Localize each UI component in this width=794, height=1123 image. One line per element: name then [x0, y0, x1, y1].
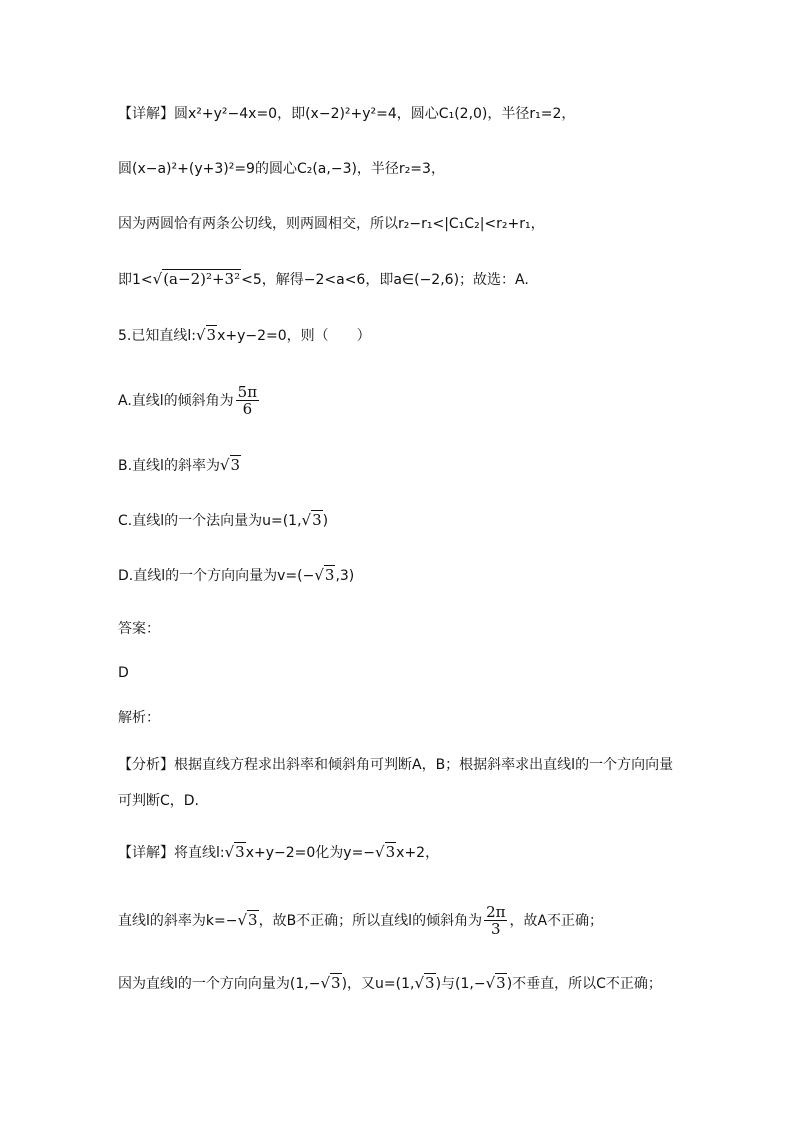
- detail-text: [118, 973, 754, 994]
- line-text: 可判断C，D.: [118, 793, 200, 809]
- line-text: 【分析】根据直线方程求出斜率和倾斜角可判断A，B；根据斜率求出直线l的一个方向向量: [118, 757, 674, 773]
- detail-text: [118, 904, 754, 937]
- line-text: 5.已知直线l:√3x+y−2=0，则（ ）: [118, 326, 371, 344]
- text-line: [118, 159, 754, 179]
- line-text: 【详解】将直线l:√3x+y−2=0化为y=−√3x+2，: [118, 843, 440, 861]
- text-line: [118, 104, 754, 124]
- line-text: 因为两圆恰有两条公切线，则两圆相交，所以r₂−r₁<|C₁C₂|<r₂+r₁，: [118, 216, 545, 232]
- option-a: [118, 384, 754, 417]
- line-text: 【详解】圆x²+y²−4x=0，即(x−2)²+y²=4，圆心C₁(2,0)，半径r₁=2，: [118, 106, 576, 122]
- text-line: [118, 269, 754, 290]
- line-text: 解析：: [118, 710, 160, 726]
- line-text: D.直线l的一个方向向量为v=(−√3,3): [118, 566, 355, 584]
- line-text: 直线l的斜率为k=−√3，故B不正确；所以直线l的倾斜角为 $\frac{2\pi}{3}$ ，故A不正确；: [118, 903, 604, 938]
- line-text: 圆(x−a)²+(y+3)²=9的圆心C₂(a,−3)，半径r₂=3，: [118, 161, 445, 177]
- detail-text: [118, 842, 754, 863]
- analysis-text: [118, 755, 754, 775]
- line-text: A.直线l的倾斜角为 $\frac{5\pi}{6}$: [118, 383, 258, 418]
- text-line: [118, 214, 754, 234]
- option-c: [118, 510, 754, 531]
- answer-label: [118, 619, 754, 639]
- line-text: D: [118, 665, 129, 681]
- line-text: 答案：: [118, 621, 160, 637]
- line-text: B.直线l的斜率为√3: [118, 456, 241, 474]
- option-d: [118, 565, 754, 586]
- question-stem: [118, 325, 754, 346]
- line-text: 即1<√(a−2)²+3²<5，解得−2<a<6，即a∈(−2,6)；故选：A.: [118, 270, 529, 288]
- line-text: 因为直线l的一个方向向量为(1,−√3)，又u=(1,√3)与(1,−√3)不垂直，所以C不正确；: [118, 974, 662, 992]
- answer-value: [118, 663, 754, 683]
- analysis-text: [118, 791, 754, 811]
- analysis-label: [118, 708, 754, 728]
- line-text: C.直线l的一个法向量为u=(1,√3): [118, 511, 329, 529]
- option-b: [118, 455, 754, 476]
